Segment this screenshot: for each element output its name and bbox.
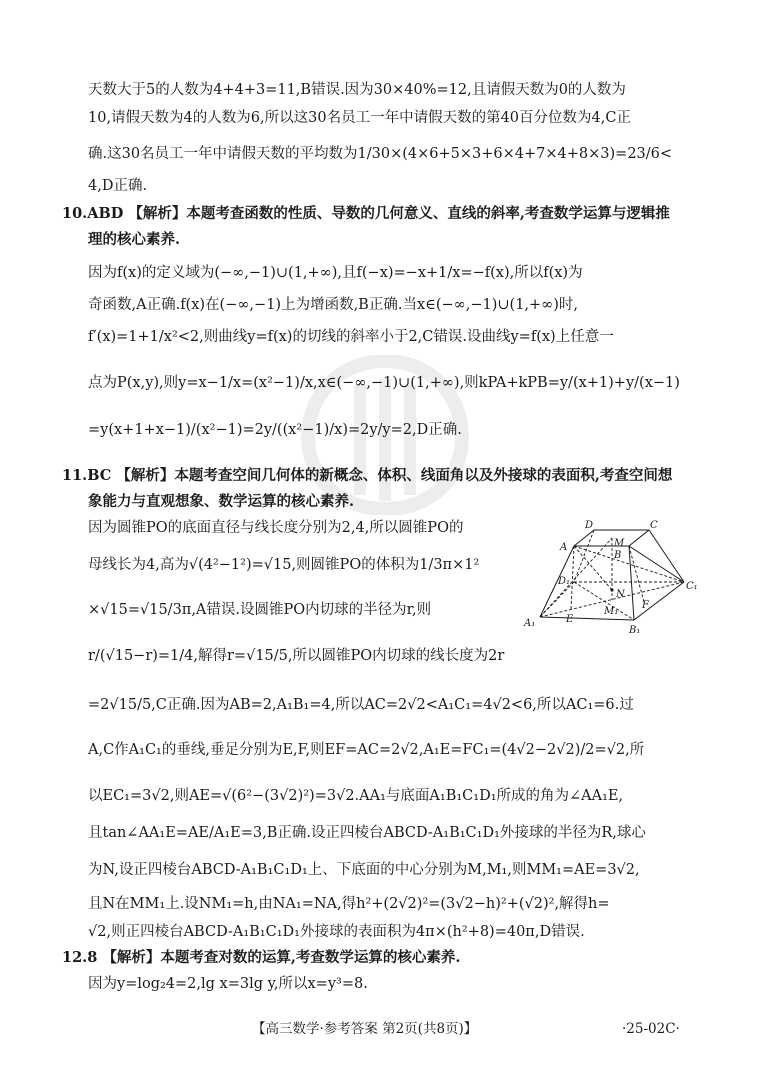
q11-line-5: =2√15/5,C正确.因为AB=2,A₁B₁=4,所以AC=2√2<A₁C₁=4√2<6,所以AC₁=6.过 [88, 697, 634, 713]
q12-line-1: 因为y=log₂4=2,lg x=3lg y,所以x=y³=8. [88, 976, 368, 992]
label-b1: B₁ [629, 625, 641, 636]
q11-line-8: 且tan∠AA₁E=AE/A₁E=3,B正确.设正四棱台ABCD-A₁B₁C₁D₁外接球的半径为R,球心 [88, 825, 646, 841]
q10-heading: 10.ABD 【解析】本题考查函数的性质、导数的几何意义、直线的斜率,考查数学运算与逻辑推 [62, 205, 670, 222]
footer-code: ·25-02C· [622, 1021, 680, 1037]
q11-line-1: 因为圆锥PO的底面直径与线长度分别为2,4,所以圆锥PO的 [88, 520, 464, 536]
label-f: F [642, 600, 649, 611]
q10-line-2: 奇函数,A正确.f(x)在(−∞,−1)上为增函数,B正确.当x∈(−∞,−1)∪(1,+∞)时, [88, 297, 579, 313]
label-n: N [616, 589, 625, 600]
q11-heading-cont: 象能力与直观想象、数学运算的核心素养. [88, 493, 355, 510]
q10-line-5: =y(x+1+x−1)/(x²−1)=2y/((x²−1)/x)=2y/y=2,D正确. [88, 422, 462, 438]
q10-line-1: 因为f(x)的定义域为(−∞,−1)∪(1,+∞),且f(−x)=−x+1/x=−f(x),所以f(x)为 [88, 265, 583, 281]
label-b: B [614, 550, 622, 561]
q11-line-4: r/(√15−r)=1/4,解得r=√15/5,所以圆锥PO内切球的线长度为2r [88, 648, 505, 664]
text-line-4: 4,D正确. [88, 178, 148, 194]
label-e: E [566, 614, 574, 625]
q10-line-4: 点为P(x,y),则y=x−1/x=(x²−1)/x,x∈(−∞,−1)∪(1,+∞),则kPA+kPB=y/(x+1)+y/(x−1) [88, 375, 680, 391]
label-d1: D₁ [558, 576, 571, 587]
label-a: A [560, 542, 568, 553]
q10-heading-cont: 理的核心素养. [88, 231, 181, 248]
label-d: D [585, 520, 594, 531]
q10-line-3: f′(x)=1+1/x²<2,则曲线y=f(x)的切线的斜率小于2,C错误.设曲线y=f(x)上任意一 [88, 329, 614, 345]
text-line-2: 10,请假天数为4的人数为6,所以这30名员工一年中请假天数的第40百分位数为4,C正 [88, 110, 631, 126]
q12-heading: 12.8 【解析】本题考查对数的运算,考查数学运算的核心素养. [62, 949, 461, 966]
q11-line-3: ×√15=√15/3π,A错误.设圆锥PO内切球的半径为r,则 [88, 602, 432, 618]
frustum-figure [516, 510, 706, 645]
label-c1: C₁ [686, 581, 698, 592]
q11-line-10: 且N在MM₁上.设NM₁=h,由NA₁=NA,得h²+(2√2)²=(3√2−h)²+(√2)²,解得h= [88, 896, 610, 912]
label-c: C [650, 520, 658, 531]
q11-line-7: 以EC₁=3√2,则AE=√(6²−(3√2)²)=3√2.AA₁与底面A₁B₁C₁D₁所成的角为∠AA₁E, [88, 788, 624, 804]
q11-line-9: 为N,设正四棱台ABCD-A₁B₁C₁D₁上、下底面的中心分别为M,M₁,则MM₁=AE=3√2, [88, 862, 640, 878]
footer-title: 【高三数学·参考答案 第2页(共8页)】 [252, 1021, 478, 1037]
q11-line-11: √2,则正四棱台ABCD-A₁B₁C₁D₁外接球的表面积为4π×(h²+8)=40π,D错误. [88, 924, 585, 940]
q11-line-6: A,C作A₁C₁的垂线,垂足分别为E,F,则EF=AC=2√2,A₁E=FC₁=(4√2−2√2)/2=√2,所 [88, 742, 645, 758]
label-m1: M₁ [604, 606, 619, 617]
label-a1: A₁ [524, 618, 536, 629]
text-line-3: 确.这30名员工一年中请假天数的平均数为1/30×(4×6+5×3+6×4+7×4+8×3)=23/6< [88, 146, 673, 162]
label-m: M [614, 538, 625, 549]
q11-heading: 11.BC 【解析】本题考查空间几何体的新概念、体积、线面角以及外接球的表面积,考查空间想 [62, 467, 673, 484]
text-line-1: 天数大于5的人数为4+4+3=11,B错误.因为30×40%=12,且请假天数为0的人数为 [88, 82, 626, 98]
q11-line-2: 母线长为4,高为√(4²−1²)=√15,则圆锥PO的体积为1/3π×1² [88, 557, 480, 573]
